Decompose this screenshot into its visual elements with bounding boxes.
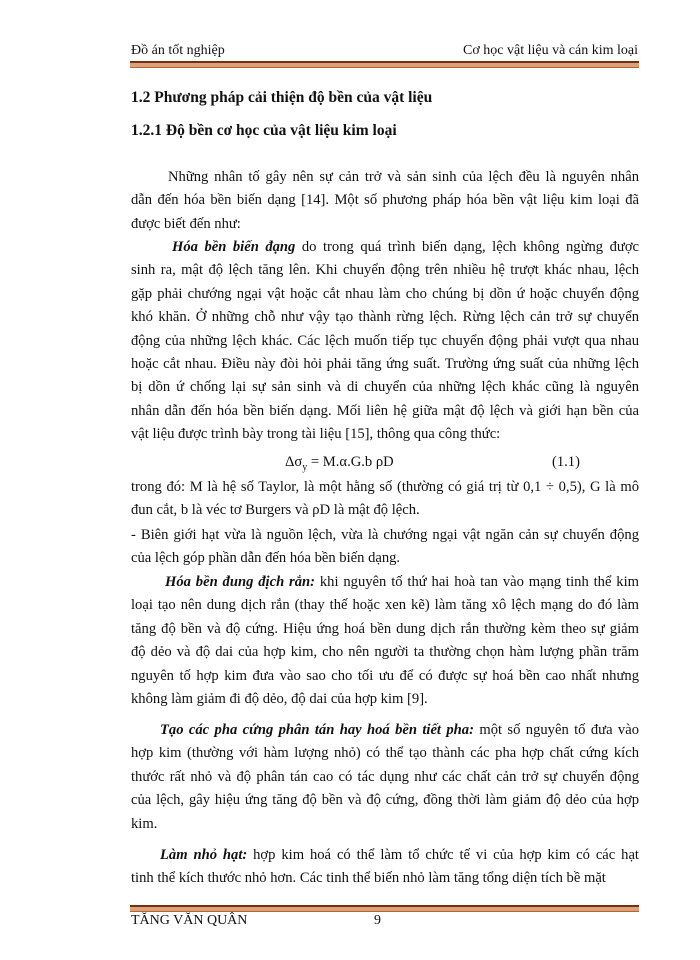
paragraph-line <box>131 284 639 304</box>
paragraph-line <box>131 307 639 327</box>
paragraph-line <box>160 845 639 865</box>
line-text: bị dồn ứ chống lại sự sản sinh và di chuyển của những lệch khác cũng là nguyên <box>131 379 639 396</box>
paragraph-line <box>131 814 639 834</box>
paragraph-line <box>160 720 639 740</box>
line-text: hợp kim hoá có thể làm tổ chức tế vi của hợp kim có các hạt <box>247 847 639 863</box>
paragraph-line <box>131 619 639 639</box>
paragraph-line <box>131 477 639 497</box>
line-text: độ dẻo và độ dai của hợp kim, cho nên người ta thường chọn hàm lượng phần trăm <box>131 644 639 661</box>
line-text: kim. <box>131 815 158 832</box>
line-text: tăng độ bền và độ cứng. Hiệu ứng hoá bền dung dịch rắn thường kèm theo sự giảm <box>131 620 639 637</box>
line-text: của lệch, gây hiệu ứng tăng độ bền và độ cứng, đồng thời làm giảm độ dẻo của hợp <box>131 792 639 809</box>
paragraph-line <box>165 572 639 592</box>
line-text: khó khăn. Ở những chỗ như vậy tạo thành rừng lệch. Rừng lệch cản trở sự chuyển <box>131 309 639 326</box>
subsection-heading: 1.2.1 Độ bền cơ học của vật liệu kim loại <box>131 122 397 139</box>
paragraph-line <box>131 377 639 397</box>
header-right: Cơ học vật liệu và cán kim loại <box>463 43 638 58</box>
paragraph-line <box>131 666 639 686</box>
line-text: vật liệu được trình bày trong tài liệu [15], thông qua công thức: <box>131 426 501 443</box>
paragraph-lead-term: Làm nhỏ hạt: <box>160 847 248 863</box>
line-text: do trong quá trình biến dạng, lệch không ngừng được <box>295 239 640 255</box>
formula-lhs: Δσ <box>285 454 303 470</box>
paragraph-line <box>131 525 639 545</box>
paragraph-lead-term: Hóa bền biến đạng <box>172 239 296 255</box>
line-text: động của những lệch khác. Các lệch muốn tiếp tục chuyển động phải vượt qua nhau <box>131 332 639 349</box>
footer-rule <box>130 905 639 912</box>
line-text: tinh thể kích thước nhỏ hơn. Các tinh thể biến nhỏ làm tăng tổng diện tích bề mặt <box>131 870 606 887</box>
page-number: 9 <box>374 913 381 928</box>
paragraph-line <box>131 689 639 709</box>
paragraph-line <box>131 401 639 421</box>
paragraph-lead-term: Tạo các pha cứng phân tán hay hoá bền tiết pha: <box>160 722 474 738</box>
paragraph-line <box>131 354 639 374</box>
line-text: nguyên tố hợp kim đưa vào sao cho tối ưu để có được sự hoá bền cao nhất nhưng <box>131 667 639 684</box>
line-text: trong đó: M là hệ số Taylor, là một hằng số (thường có giá trị từ 0,1 ÷ 0,5), G là mô <box>131 479 639 495</box>
paragraph-line <box>131 595 639 615</box>
line-text: không làm giảm đi độ dẻo, độ dai của hợp kim [9]. <box>131 691 428 707</box>
line-text: một số nguyên tố đưa vào <box>473 722 640 738</box>
formula <box>285 452 394 472</box>
header-left: Đồ án tốt nghiệp <box>131 43 225 58</box>
line-text: gặp phải chướng ngại vật hoặc cắt nhau làm cho chúng bị dồn ứ hoặc chuyển động <box>131 285 639 302</box>
line-text: thước rất nhỏ và độ phân tán cao có tác dụng như các chất cản trở sự chuyển động <box>131 768 639 785</box>
line-text: đun cắt, b là véc tơ Burgers và ρD là mật độ lệch. <box>131 502 420 519</box>
line-text: loại tạo nên dung dịch rắn (thay thế hoặc xen kẽ) làm tăng xô lệch mạng do đó làm <box>131 597 639 614</box>
section-heading: 1.2 Phương pháp cải thiện độ bền của vật liệu <box>131 89 433 106</box>
header-rule <box>130 61 639 68</box>
line-text: của lệch góp phần dẫn đến hóa bền biến dạng. <box>131 550 401 567</box>
paragraph-line <box>131 214 639 234</box>
line-text: Những nhân tố gây nên sự cản trở và sản sinh của lệch đều là nguyên nhân <box>168 169 639 185</box>
paragraph-lead-term: Hóa bền đung địch rắn: <box>165 574 315 590</box>
paragraph-line <box>172 237 639 257</box>
footer-author: TĂNG VĂN QUÂN <box>131 913 248 928</box>
paragraph-line <box>131 743 639 763</box>
paragraph-line <box>131 260 639 280</box>
line-text: được biết đến như: <box>131 215 241 232</box>
formula-rhs: = M.α.G.b ρD <box>307 454 394 470</box>
formula-lhs-subscript: y <box>302 461 308 473</box>
line-text: hợp kim (thường với hàm lượng nhỏ) có thể tạo thành các pha hợp chất cứng kích <box>131 745 639 762</box>
paragraph-line <box>168 167 639 187</box>
line-text: hoặc cắt nhau. Điều này đòi hỏi phải tăng ứng suất. Trường ứng suất của những lệch <box>131 356 639 372</box>
paragraph-line <box>131 868 639 888</box>
paragraph-line <box>131 190 639 210</box>
line-text: khi nguyên tố thứ hai hoà tan vào mạng tinh thể kim <box>315 574 639 590</box>
paragraph-line <box>131 767 639 787</box>
line-text: - Biên giới hạt vừa là nguồn lệch, vừa là chướng ngại vật ngăn cản sự chuyển động <box>131 527 639 543</box>
paragraph-line <box>131 642 639 662</box>
paragraph-line <box>131 500 639 520</box>
line-text: nhân dẫn đến hóa bền biến dạng. Mối liên hệ giữa mật độ lệch và giới hạn bền của <box>131 402 639 419</box>
paragraph-line <box>131 331 639 351</box>
paragraph-line <box>131 548 639 568</box>
paragraph-line <box>131 790 639 810</box>
line-text: dẫn đến hóa bền biến dạng [14]. Một số phương pháp hóa bền vật liệu kim loại đã <box>131 192 639 209</box>
paragraph-line <box>131 424 639 444</box>
line-text: sinh ra, mật độ lệch tăng lên. Khi chuyển động trên nhiều hệ trượt khác nhau, lệch <box>131 262 639 279</box>
equation-number: (1.1) <box>552 454 580 470</box>
